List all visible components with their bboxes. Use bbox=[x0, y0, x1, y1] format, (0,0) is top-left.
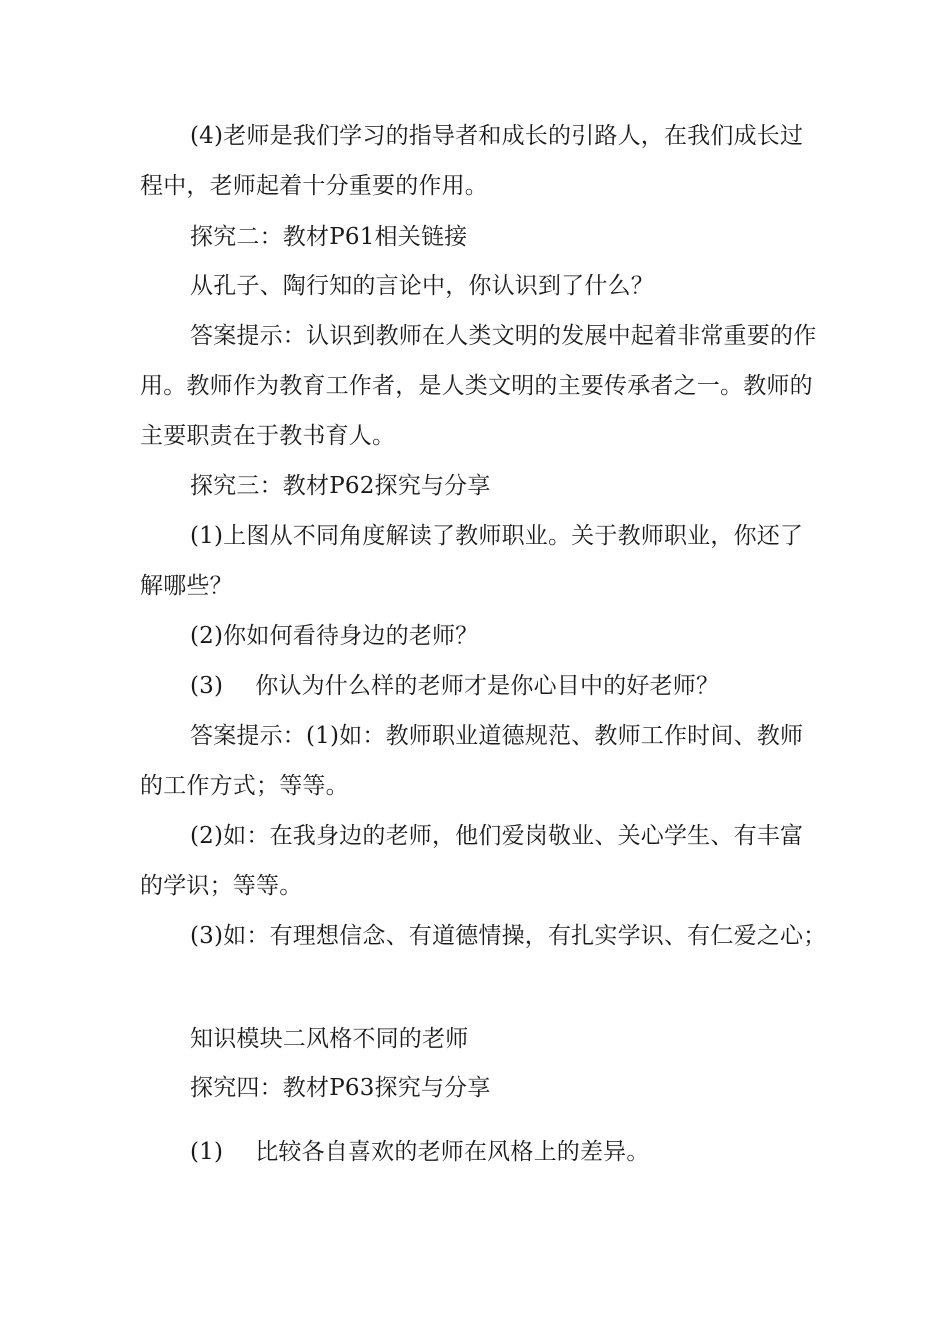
question1-line1: (1)上图从不同角度解读了教师职业。关于教师职业，你还了 bbox=[190, 523, 804, 549]
question2: (2)你如何看待身边的老师？ bbox=[190, 623, 479, 649]
module2-title: 知识模块二风格不同的老师 bbox=[190, 1026, 469, 1052]
question3 bbox=[190, 671, 719, 701]
answer2-line3: 主要职责在于教书育人。 bbox=[140, 423, 396, 449]
answer3-2-line2: 的学识；等等。 bbox=[140, 873, 303, 899]
question1-line2: 解哪些？ bbox=[140, 573, 233, 599]
question4-text: 比较各自喜欢的老师在风格上的差异。 bbox=[255, 1139, 650, 1165]
answer3-1-line1: 答案提示：(1)如：教师职业道德规范、教师工作时间、教师 bbox=[190, 723, 804, 749]
explore3-title: 探究三：教材P62探究与分享 bbox=[190, 473, 491, 499]
answer2-line2: 用。教师作为教育工作者，是人类文明的主要传承者之一。教师的 bbox=[140, 373, 813, 399]
question3-number: (3) bbox=[190, 673, 224, 699]
question4-number: (1) bbox=[190, 1139, 224, 1165]
question3-text: 你认为什么样的老师才是你心目中的好老师？ bbox=[255, 673, 720, 699]
paragraph-point4-line1: (4)老师是我们学习的指导者和成长的引路人，在我们成长过 bbox=[190, 123, 804, 149]
explore4-title: 探究四：教材P63探究与分享 bbox=[190, 1075, 491, 1101]
answer3-2-line1: (2)如：在我身边的老师，他们爱岗敬业、关心学生、有丰富 bbox=[190, 823, 804, 849]
answer2-line1: 答案提示：认识到教师在人类文明的发展中起着非常重要的作 bbox=[190, 323, 817, 349]
paragraph-point4-line2: 程中，老师起着十分重要的作用。 bbox=[140, 173, 488, 199]
explore2-question: 从孔子、陶行知的言论中，你认识到了什么？ bbox=[190, 273, 654, 299]
question4-1 bbox=[190, 1137, 650, 1167]
explore2-title: 探究二：教材P61相关链接 bbox=[190, 224, 468, 250]
answer3-1-line2: 的工作方式；等等。 bbox=[140, 773, 349, 799]
answer3-3: (3)如：有理想信念、有道德情操，有扎实学识、有仁爱之心； bbox=[190, 923, 827, 949]
